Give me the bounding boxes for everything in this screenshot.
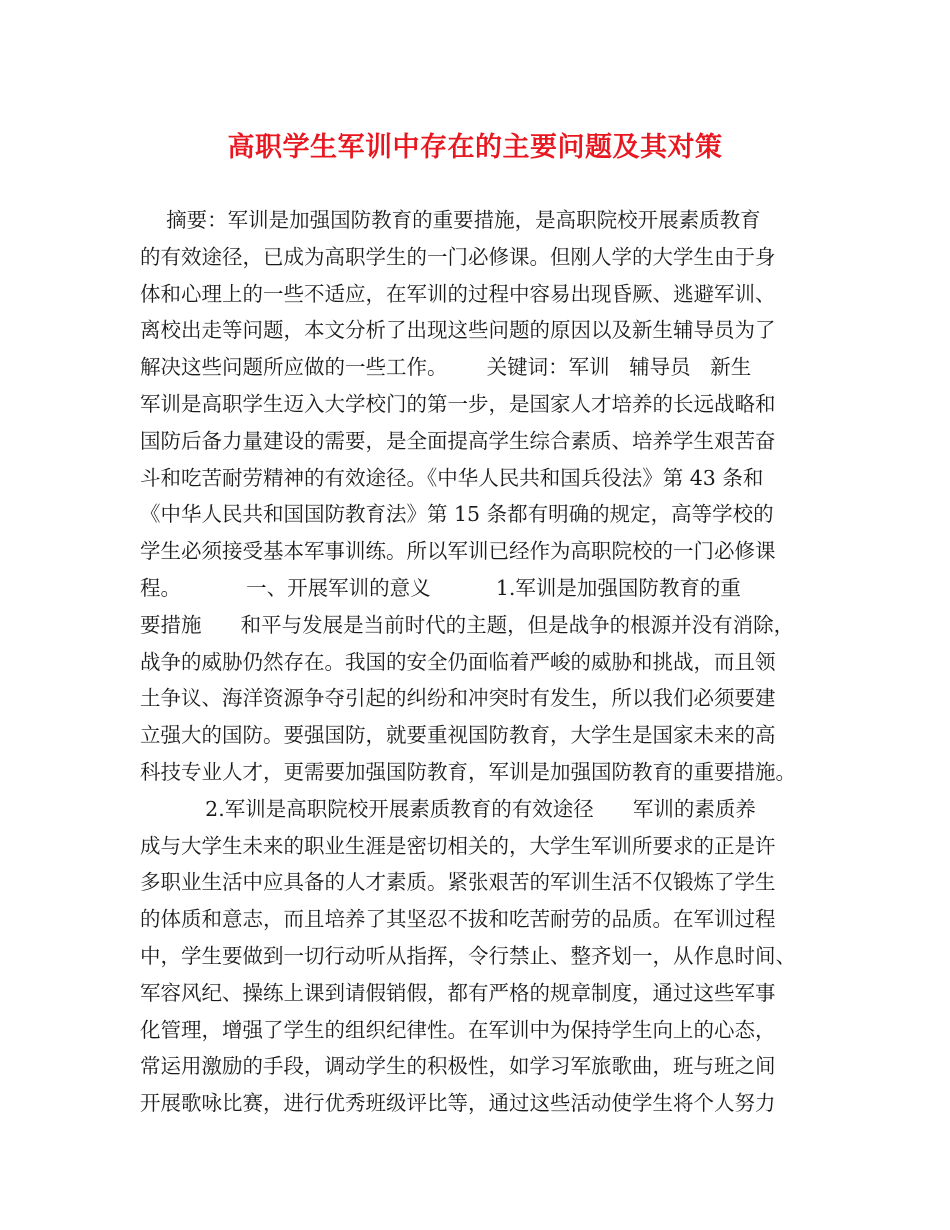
text-line: 斗和吃苦耐劳精神的有效途径。《中华人民共和国兵役法》第 43 条和	[140, 465, 764, 490]
document-title: 高职学生军训中存在的主要问题及其对策	[227, 132, 723, 163]
text-line: 程。 一、开展军训的意义 1.军训是加强国防教育的重	[140, 575, 741, 600]
text-line: 化管理，增强了学生的组织纪律性。在军训中为保持学生向上的心态，	[140, 1017, 776, 1042]
text-line: 开展歌咏比赛，进行优秀班级评比等，通过这些活动使学生将个人努力	[140, 1091, 776, 1116]
text-line: 离校出走等问题，本文分析了出现这些问题的原因以及新生辅导员为了	[140, 318, 776, 343]
text-line: 的有效途径，已成为高职学生的一门必修课。但刚人学的大学生由于身	[140, 244, 776, 269]
text-line: 成与大学生未来的职业生涯是密切相关的，大学生军训所要求的正是许	[140, 833, 776, 858]
text-line: 战争的威胁仍然存在。我国的安全仍面临着严峻的威胁和挑战，而且领	[140, 649, 776, 674]
text-line: 国防后备力量建设的需要，是全面提高学生综合素质、培养学生艰苦奋	[140, 428, 776, 453]
text-line: 体和心理上的一些不适应，在军训的过程中容易出现昏厥、逃避军训、	[140, 281, 776, 306]
text-line: 军训是高职学生迈入大学校门的第一步，是国家人才培养的长远战略和	[140, 391, 776, 416]
text-line: 2.军训是高职院校开展素质教育的有效途径 军训的素质养	[140, 796, 756, 821]
text-line: 常运用激励的手段，调动学生的积极性，如学习军旅歌曲，班与班之间	[140, 1054, 776, 1079]
text-line: 军容风纪、操练上课到请假销假，都有严格的规章制度，通过这些军事	[140, 980, 776, 1005]
text-line: 《中华人民共和国国防教育法》第 15 条都有明确的规定，高等学校的	[140, 502, 774, 527]
text-line: 学生必须接受基本军事训练。所以军训已经作为高职院校的一门必修课	[140, 539, 776, 564]
text-line: 摘要：军训是加强国防教育的重要措施，是高职院校开展素质教育	[140, 208, 761, 232]
text-line: 多职业生活中应具备的人才素质。紧张艰苦的军训生活不仅锻炼了学生	[140, 870, 776, 895]
text-line: 立强大的国防。要强国防，就要重视国防教育，大学生是国家未来的高	[140, 723, 776, 748]
text-line: 要措施 和平与发展是当前时代的主题，但是战争的根源并没有消除，	[140, 612, 795, 637]
text-line: 的体质和意志，而且培养了其坚忍不拔和吃苦耐劳的品质。在军训过程	[140, 907, 776, 932]
text-line: 土争议、海洋资源争夺引起的纠纷和冲突时有发生，所以我们必须要建	[140, 686, 776, 711]
text-line: 解决这些问题所应做的一些工作。 关键词：军训 辅导员 新生	[140, 355, 752, 380]
text-line: 中，学生要做到一切行动听从指挥，令行禁止、整齐划一，从作息时间、	[140, 943, 796, 968]
text-line: 科技专业人才，更需要加强国防教育，军训是加强国防教育的重要措施。	[140, 759, 796, 784]
document-body	[140, 202, 820, 1122]
